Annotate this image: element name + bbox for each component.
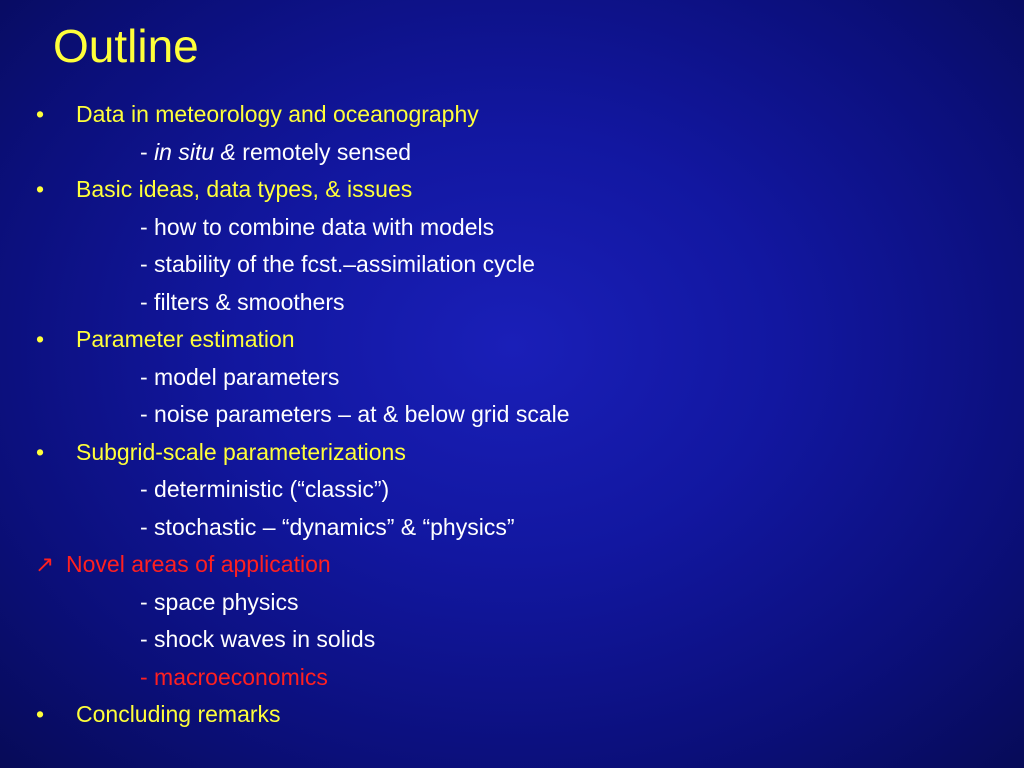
- outline-item-subgrid: Subgrid-scale parameterizations: [76, 439, 406, 465]
- outline-subitem-model-parameters: - model parameters: [140, 364, 340, 390]
- arrow-icon: ↗: [35, 551, 55, 577]
- bullet-icon: •: [36, 701, 45, 727]
- bullet-icon: •: [36, 326, 45, 352]
- outline-subitem-filters: - filters & smoothers: [140, 289, 345, 315]
- outline-subitem-stability: - stability of the fcst.–assimilation cycle: [140, 251, 535, 277]
- outline-item-concluding-remarks: Concluding remarks: [76, 701, 281, 727]
- subitem-italic: in situ &: [154, 139, 236, 165]
- bullet-icon: •: [36, 101, 45, 127]
- slide-title: Outline: [53, 20, 199, 72]
- outline-subitem-noise-parameters: - noise parameters – at & below grid scale: [140, 401, 570, 427]
- outline-subitem-space-physics: - space physics: [140, 589, 299, 615]
- outline-subitem-stochastic: - stochastic – “dynamics” & “physics”: [140, 514, 515, 540]
- outline-subitem-in-situ: [140, 137, 411, 167]
- subitem-rest: remotely sensed: [235, 139, 412, 165]
- outline-item-basic-ideas: Basic ideas, data types, & issues: [76, 176, 413, 202]
- bullet-icon: •: [36, 176, 45, 202]
- bullet-icon: •: [36, 439, 45, 465]
- subitem-prefix: -: [140, 139, 155, 165]
- outline-item-novel-areas: Novel areas of application: [66, 551, 331, 577]
- outline-subitem-combine: - how to combine data with models: [140, 214, 495, 240]
- outline-subitem-shock-waves: - shock waves in solids: [140, 626, 376, 652]
- outline-item-parameter-estimation: Parameter estimation: [76, 326, 295, 352]
- outline-subitem-macroeconomics: - macroeconomics: [140, 664, 328, 690]
- outline-subitem-deterministic: - deterministic (“classic”): [140, 476, 390, 502]
- outline-item-data: Data in meteorology and oceanography: [76, 101, 479, 127]
